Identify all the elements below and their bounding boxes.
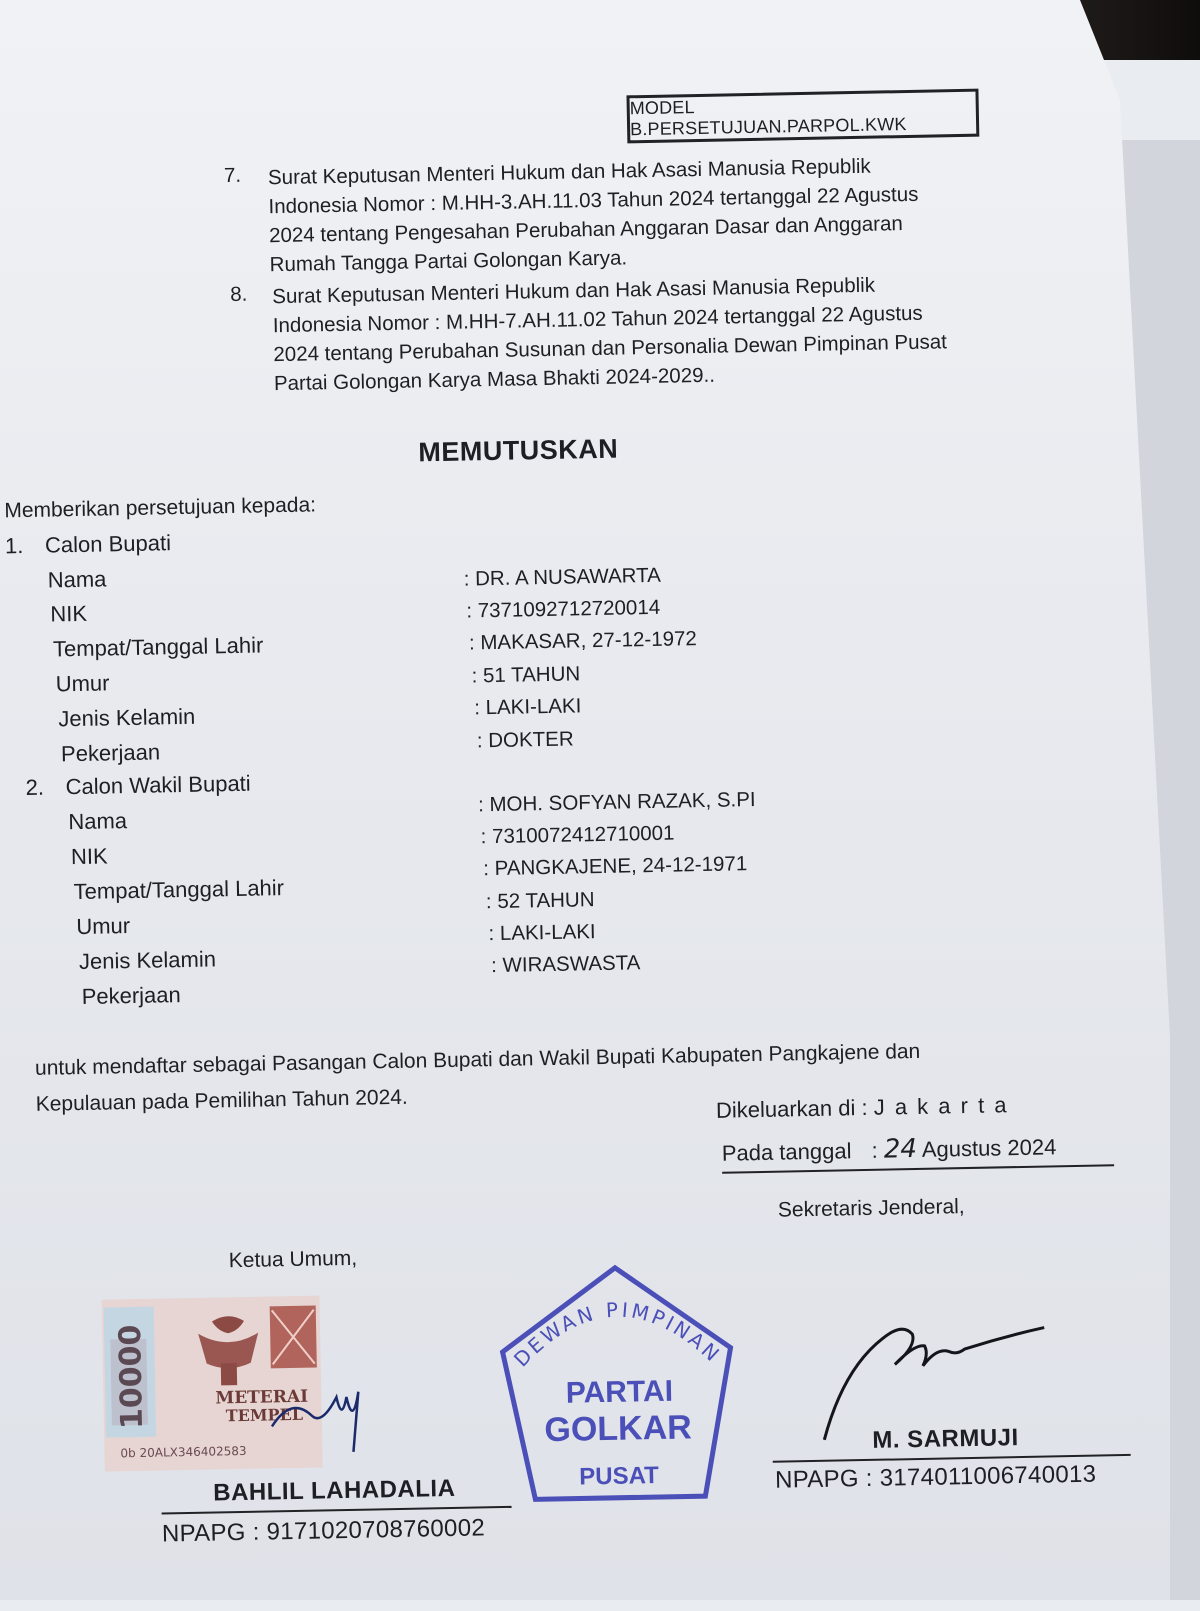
meterai-serial: 0b 20ALX346402583 <box>120 1443 247 1461</box>
field-label: Tempat/Tanggal Lahir <box>52 632 264 662</box>
field-value: : DOKTER <box>476 727 574 753</box>
field-value: : MAKASAR, 27-12-1972 <box>468 627 698 655</box>
consideration-number: 8. <box>230 282 248 307</box>
field-value: : 7371092712720014 <box>466 595 661 623</box>
place-value: J a k a r t a <box>873 1092 1009 1120</box>
closing-line: untuk mendaftar sebagai Pasangan Calon Bupati dan Wakil Bupati Kabupaten Pangkajene dan <box>34 1039 921 1080</box>
closing-line: Kepulauan pada Pemilihan Tahun 2024. <box>35 1085 408 1116</box>
field-label: Umur <box>55 670 110 697</box>
consideration-line: Surat Keputusan Menteri Hukum dan Hak Asasi Manusia Republik <box>267 154 871 190</box>
stamp-arc-text <box>508 1296 726 1372</box>
field-label: Pekerjaan <box>60 739 161 767</box>
consideration-line: Indonesia Nomor : M.HH-7.AH.11.02 Tahun 2024 tertanggal 22 Agustus <box>272 301 923 338</box>
field-label: Nama <box>47 566 107 593</box>
meterai-label-2: TEMPEL <box>225 1404 304 1426</box>
stamp-line-1: PARTAI <box>565 1374 674 1410</box>
left-signatory-npapg: NPAPG : 9171020708760002 <box>161 1514 486 1548</box>
consideration-item <box>268 150 982 280</box>
stamp-line-3: PUSAT <box>578 1461 660 1491</box>
right-signatory-role: Sekretaris Jenderal, <box>777 1195 965 1222</box>
field-value: : 51 TAHUN <box>471 662 581 688</box>
date-day-handwritten: 24 <box>883 1133 918 1165</box>
consideration-number: 7. <box>223 163 242 188</box>
field-value: : LAKI-LAKI <box>488 920 596 946</box>
field-value: : 7310072412710001 <box>480 821 675 849</box>
date-label: Pada tanggal <box>721 1138 852 1166</box>
field-label: Jenis Kelamin <box>78 946 217 975</box>
field-label: NIK <box>70 843 108 870</box>
consideration-line: 2024 tentang Pengesahan Perubahan Anggaran Dasar dan Anggaran <box>268 212 903 248</box>
left-signatory-name: BAHLIL LAHADALIA <box>212 1474 456 1507</box>
date-colon: : <box>871 1137 878 1163</box>
issuance-place <box>716 1092 1009 1124</box>
consideration-item <box>272 269 986 399</box>
model-code-box <box>626 89 979 144</box>
candidate-number: 2. <box>25 774 45 801</box>
field-label: NIK <box>50 600 88 627</box>
left-signatory-role: Ketua Umum, <box>228 1246 358 1273</box>
candidate-number: 1. <box>4 533 24 559</box>
meterai-value: 10000 <box>112 1324 150 1430</box>
date-rest: Agustus 2024 <box>921 1134 1057 1162</box>
decision-heading: MEMUTUSKAN <box>418 433 619 468</box>
field-value: : MOH. SOFYAN RAZAK, S.PI <box>477 788 756 817</box>
field-label: Jenis Kelamin <box>58 703 196 732</box>
consideration-line: Partai Golongan Karya Masa Bhakti 2024-2029.. <box>273 363 716 396</box>
right-signatory-npapg: NPAPG : 3174011006740013 <box>774 1460 1097 1494</box>
field-value: : LAKI-LAKI <box>473 694 582 720</box>
party-stamp <box>495 1259 740 1514</box>
consideration-line: 2024 tentang Perubahan Susunan dan Personalia Dewan Pimpinan Pusat <box>273 330 948 367</box>
stamp-arc-path-text: DEWAN PIMPINAN <box>509 1297 727 1372</box>
left-signature-scribble <box>261 1364 383 1466</box>
consideration-line: Indonesia Nomor : M.HH-3.AH.11.03 Tahun 2024 tertanggal 22 Agustus <box>268 182 919 219</box>
field-value: : PANGKAJENE, 24-12-1971 <box>483 852 748 881</box>
consideration-line: Rumah Tangga Partai Golongan Karya. <box>269 246 628 277</box>
field-value: : WIRASWASTA <box>490 951 641 978</box>
stamp-line-2: GOLKAR <box>544 1408 693 1450</box>
field-label: Tempat/Tanggal Lahir <box>73 875 285 905</box>
field-value: : 52 TAHUN <box>485 888 595 914</box>
meterai-label-1: METERAI <box>215 1386 309 1409</box>
field-label: Umur <box>76 913 131 940</box>
candidate-title: Calon Bupati <box>44 530 172 558</box>
issuance-date <box>722 1131 1057 1167</box>
right-signatory-name: M. SARMUJI <box>872 1424 1019 1454</box>
consideration-line: Surat Keputusan Menteri Hukum dan Hak Asasi Manusia Republik <box>272 273 876 309</box>
place-label: Dikeluarkan di : <box>715 1094 868 1123</box>
field-value: : DR. A NUSAWARTA <box>463 563 661 591</box>
field-label: Nama <box>68 808 128 835</box>
model-code: MODEL B.PERSETUJUAN.PARPOL.KWK <box>629 97 907 140</box>
intro-text: Memberikan persetujuan kepada: <box>4 493 317 523</box>
candidate-title: Calon Wakil Bupati <box>65 770 251 800</box>
field-label: Pekerjaan <box>81 982 181 1009</box>
